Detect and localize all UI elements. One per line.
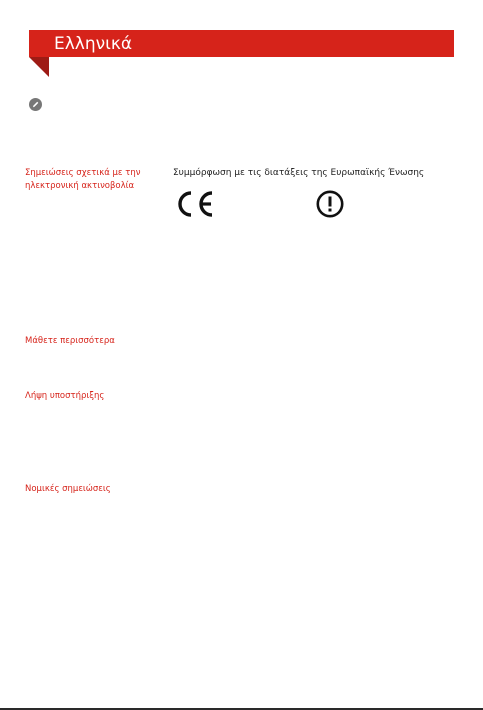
section-get-support: Λήψη υποστήριξης — [25, 391, 105, 401]
section-learn-more: Μάθετε περισσότερα — [25, 336, 115, 346]
eu-compliance-heading: Συμμόρφωση με τις διατάξεις της Ευρωπαϊκής Ένωσης — [173, 168, 425, 178]
banner-fold — [29, 57, 49, 77]
section-radiation-notes: Σημειώσεις σχετικά με την ηλεκτρονική ακτινοβολία — [25, 168, 141, 191]
exclamation-circle-icon — [316, 190, 344, 218]
section-legal-notices: Νομικές σημειώσεις — [25, 484, 111, 494]
pencil-note-icon — [29, 98, 42, 111]
language-title: Ελληνικά — [54, 34, 133, 54]
ce-mark-icon — [175, 189, 217, 219]
